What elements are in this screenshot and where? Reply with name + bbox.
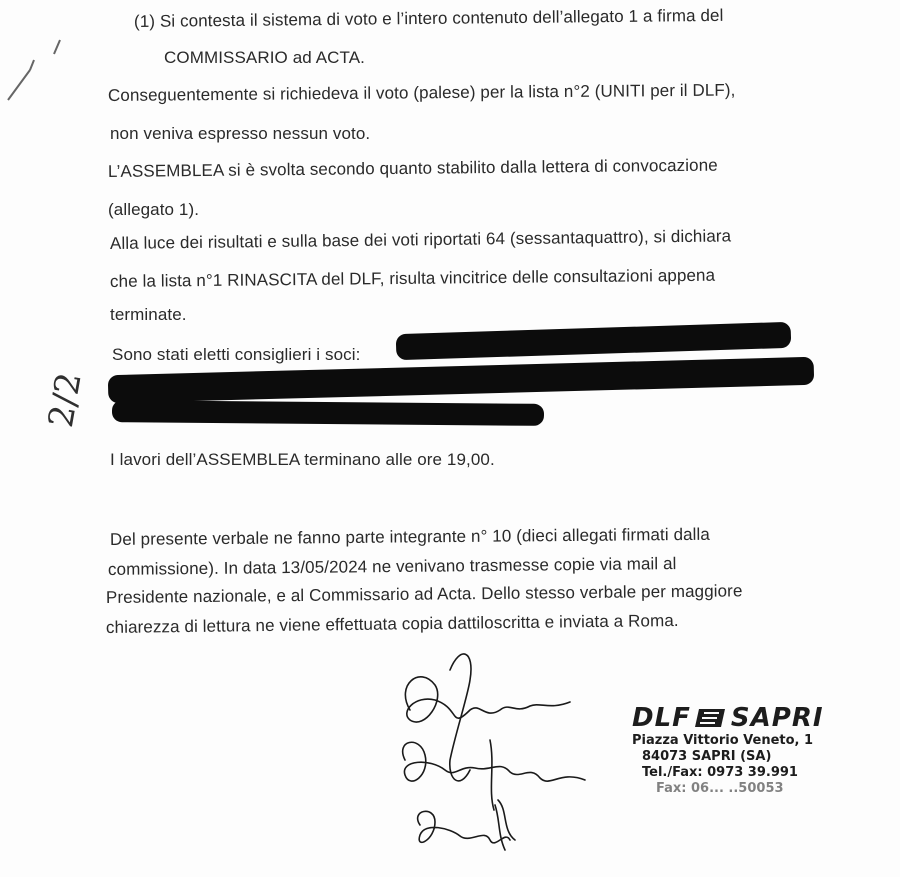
stamp-address: Piazza Vittorio Veneto, 1 (632, 733, 814, 748)
margin-pen-mark (0, 30, 80, 110)
stamp-city: 84073 SAPRI (SA) (642, 749, 772, 764)
body-line: L’ASSEMBLEA si è svolta secondo quanto stabilito dalla lettera di convocazione (107, 155, 718, 181)
redaction-bar (396, 322, 792, 360)
body-line: Del presente verbale ne fanno parte integrante n° 10 (dieci allegati firmati dalla (109, 524, 711, 549)
body-line: commissione). In data 13/05/2024 ne venivano trasmesse copie via mail al (107, 554, 677, 579)
body-line: non veniva espresso nessun voto. (110, 124, 371, 143)
stamp-fax: Fax: 06... ..50053 (656, 781, 784, 796)
body-line: COMMISSARIO ad ACTA. (164, 48, 366, 67)
stamp-logo (632, 703, 847, 733)
association-stamp (632, 703, 847, 797)
railway-logo-icon (695, 707, 727, 729)
body-line: Conseguentemente si richiedeva il voto (palese) per la lista n°2 (UNITI per il DLF), (107, 80, 736, 105)
body-line: Sono stati eletti consiglieri i soci: (112, 345, 361, 364)
body-line: chiarezza di lettura ne viene effettuata copia dattiloscritta e inviata a Roma. (105, 611, 679, 637)
body-line: (1) Si contesta il sistema di voto e l’intero contenuto dell’allegato 1 a firma del (133, 5, 724, 31)
stamp-logo-left: DLF (632, 703, 691, 733)
stamp-logo-right: SAPRI (730, 703, 824, 733)
body-line: Alla luce dei risultati e sulla base dei voti riportati 64 (sessantaquattro), si dichiara (109, 226, 732, 253)
redaction-bar (112, 400, 544, 426)
body-line: Presidente nazionale, e al Commissario ad Acta. Dello stesso verbale per maggiore (105, 581, 743, 607)
body-line: (allegato 1). (108, 200, 200, 219)
body-line: terminate. (110, 305, 187, 324)
body-line: I lavori dell’ASSEMBLEA terminano alle ore 19,00. (110, 450, 495, 469)
stamp-phone: Tel./Fax: 0973 39.991 (642, 765, 798, 780)
page-number-note: 2/2 (40, 369, 90, 431)
body-line: che la lista n°1 RINASCITA del DLF, risulta vincitrice delle consultazioni appena (109, 265, 716, 291)
handwritten-signatures (390, 640, 620, 870)
